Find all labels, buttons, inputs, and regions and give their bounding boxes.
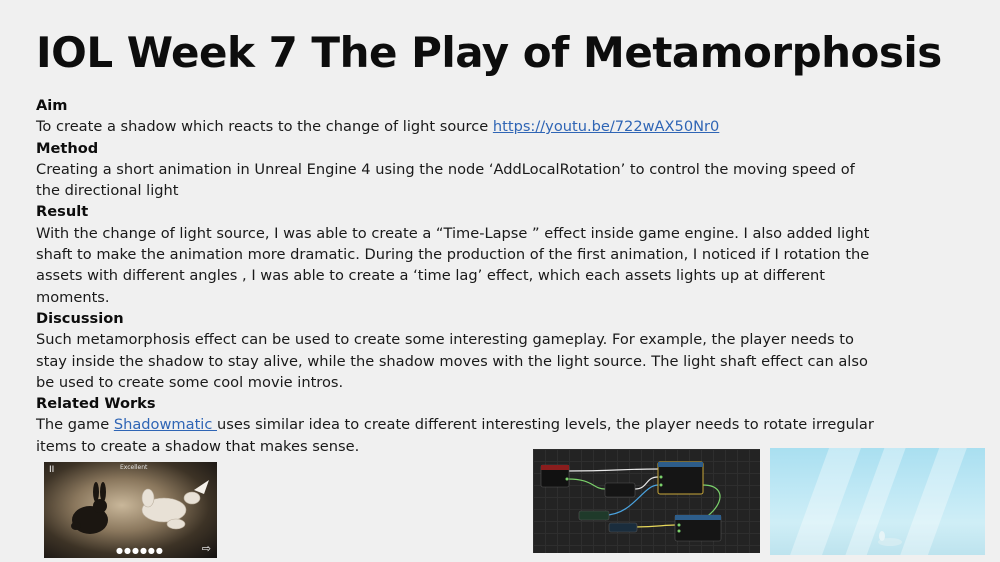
related-text-after: uses similar idea to create different interesting levels, the player needs to rotate irregular items to create a shadow that makes sense. bbox=[36, 416, 874, 455]
related-works-heading: Related Works bbox=[36, 395, 156, 413]
slide-title: IOL Week 7 The Play of Metamorphosis bbox=[36, 28, 942, 77]
next-arrow-icon: ⇨ bbox=[201, 542, 211, 555]
aim-youtube-link[interactable]: https://youtu.be/722wAX50Nr0 bbox=[492, 118, 720, 136]
result-heading: Result bbox=[36, 203, 89, 221]
related-text-before: The game bbox=[36, 416, 114, 434]
shadow-scene-art bbox=[44, 462, 217, 558]
method-text: Creating a short animation in Unreal Engine 4 using the node ‘AddLocalRotation’ to control the moving speed of the directional light bbox=[36, 160, 855, 200]
underwater-figure-art bbox=[770, 448, 985, 555]
slide-body bbox=[36, 95, 876, 457]
level-label: Excellent bbox=[120, 464, 148, 471]
blueprint-screenshot bbox=[533, 449, 760, 553]
method-heading: Method bbox=[36, 139, 99, 157]
pause-icon: II bbox=[49, 465, 55, 475]
discussion-heading: Discussion bbox=[36, 309, 124, 327]
aim-heading: Aim bbox=[36, 97, 68, 114]
shadowmatic-link[interactable]: Shadowmatic bbox=[113, 416, 218, 434]
light-shaft-screenshot bbox=[770, 448, 985, 555]
blueprint-nodes-art bbox=[533, 449, 760, 553]
result-text: With the change of light source, I was able to create a “Time-Lapse ” effect inside game engine. I also added light shaft to make the animation more dramatic. During the production of the first animation, I noticed if I rotation the assets with different angles , I was able to create a ‘time lag’ effect, which each assets lights up at different moments. bbox=[36, 224, 870, 306]
discussion-text: Such metamorphosis effect can be used to create some interesting gameplay. For example, the player needs to stay inside the shadow to stay alive, while the shadow moves with the light source. The light shaft effect can also be used to create some cool movie intros. bbox=[36, 331, 868, 391]
level-progress-dots: ●●●●●● bbox=[116, 546, 164, 555]
aim-text: To create a shadow which reacts to the change of light source bbox=[36, 118, 493, 136]
aim-paragraph bbox=[36, 116, 876, 137]
shadowmatic-screenshot bbox=[44, 462, 217, 558]
